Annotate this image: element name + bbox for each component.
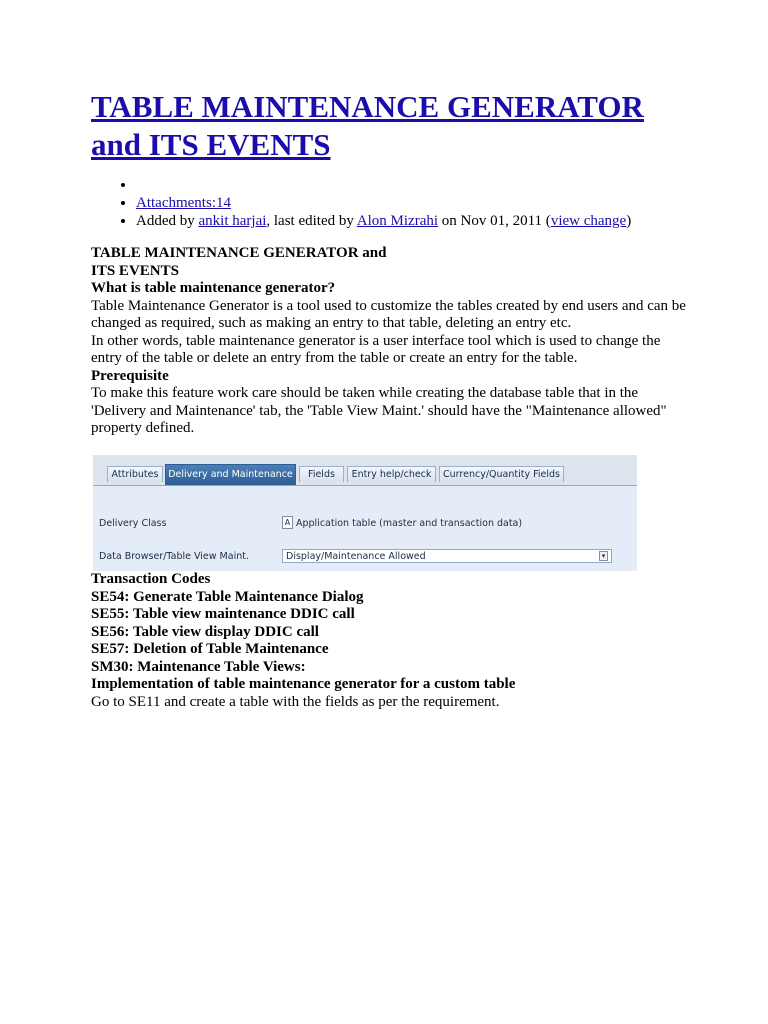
title-line-2: and ITS EVENTS [91,127,331,162]
tab-entry-help-check[interactable]: Entry help/check [347,466,436,482]
tab-currency-quantity-fields[interactable]: Currency/Quantity Fields [439,466,564,482]
article-body-continued [91,571,691,711]
article-heading-line-1: TABLE MAINTENANCE GENERATOR and [91,245,387,261]
tcode-se56: SE56: Table view display DDIC call [91,623,319,640]
edited-by-text: , last edited by [266,213,357,229]
meta-empty-item [136,176,712,194]
dropdown-icon[interactable]: ▾ [599,551,608,561]
meta-author-item [136,212,712,230]
delivery-class-key[interactable]: A [282,516,293,529]
question-heading: What is table maintenance generator? [91,280,336,296]
page-title-link[interactable] [91,89,644,162]
editor-link[interactable]: Alon Mizrahi [356,213,439,229]
author-link[interactable]: ankit harjai [198,213,267,229]
paragraph-definition: Table Maintenance Generator is a tool used to customize the tables created by end users and can be changed as required, such as making an entry to that table, deleting an entry etc. [91,297,686,331]
page-meta-list [112,176,712,230]
table-view-maint-value: Display/Maintenance Allowed [286,551,426,562]
tab-fields[interactable]: Fields [299,466,344,482]
sap-screenshot [93,455,637,571]
delivery-class-label: Delivery Class [99,518,167,529]
tcode-se54: SE54: Generate Table Maintenance Dialog [91,588,364,605]
paragraph-se11: Go to SE11 and create a table with the fields as per the requirement. [91,693,500,710]
paragraph-other-words: In other words, table maintenance generator is a user interface tool which is used to change the entry of the table or delete an entry from the table or create an entry for the table. [91,332,661,366]
transaction-codes-heading: Transaction Codes [91,571,211,587]
edit-date-text: on Nov 01, 2011 ( [438,213,551,229]
view-change-link[interactable]: view change [550,213,627,229]
table-view-maint-dropdown[interactable] [282,549,612,563]
paragraph-prerequisite: To make this feature work care should be taken while creating the database table that in the 'Delivery and Maintenance' tab, the 'Table View Maint.' should have the "Maintenance allowed" property defined. [91,385,667,436]
table-view-maint-label: Data Browser/Table View Maint. [99,551,249,562]
prerequisite-heading: Prerequisite [91,367,169,384]
delivery-class-value: Application table (master and transaction data) [296,518,523,529]
tcode-se57: SE57: Deletion of Table Maintenance [91,641,329,657]
page-title [91,88,651,164]
tab-attributes[interactable]: Attributes [107,466,163,482]
tab-delivery-maintenance[interactable]: Delivery and Maintenance [165,464,296,485]
attachments-link[interactable]: Attachments:14 [136,195,231,211]
implementation-heading: Implementation of table maintenance generator for a custom table [91,676,516,692]
tcode-sm30: SM30: Maintenance Table Views: [91,658,306,675]
tcode-se55: SE55: Table view maintenance DDIC call [91,606,355,622]
meta-attachments-item [136,194,712,212]
title-line-1: TABLE MAINTENANCE GENERATOR [91,89,644,124]
sap-tab-bar [93,455,637,486]
article-heading-line-2: ITS EVENTS [91,262,179,279]
close-paren: ) [626,213,632,229]
article-body [91,245,691,438]
added-by-text: Added by [136,213,199,229]
